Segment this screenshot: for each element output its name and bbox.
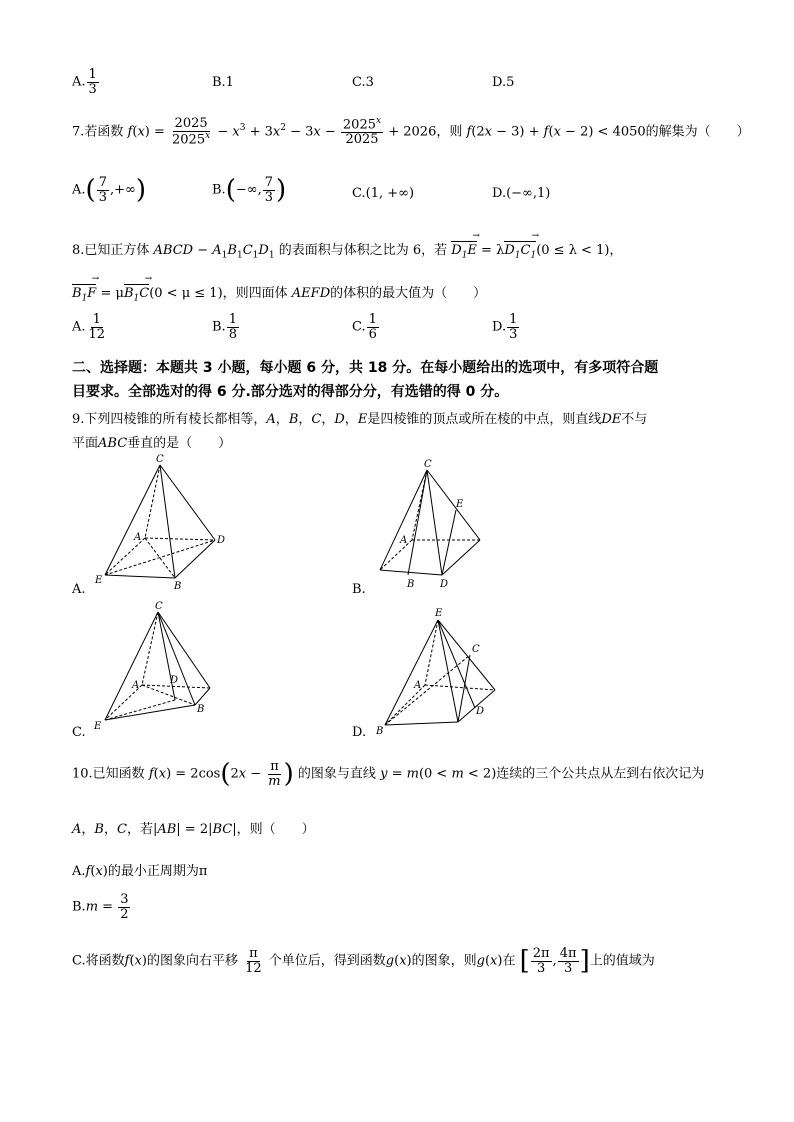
q9-figure-a xyxy=(90,450,230,590)
q6-option-d: D.5 xyxy=(492,75,515,90)
q9-label-a: A. xyxy=(72,582,86,597)
q7-option-b: B.(−∞, $\frac{7}{3}$ ) xyxy=(212,175,287,206)
q10-stem-line1: 10.已知函数 f(x) = 2cos(2x − $\frac{\pi}{m}$ ) 的图象与直线 y = m(0 < m < 2)连续的三个公共点从左到右依次记为 xyxy=(72,759,705,790)
fig-b-label-c: C xyxy=(424,459,432,470)
q8-stem-line1: 8.已知正方体 ABCD − $A_1B_1C_1D_1$ 的表面积与体积之比为 6，若 $D_1E$ → = $\lambda D_1C_1 \to(0 \le \lambda < 1)$， xyxy=(72,239,622,261)
q9-figure-d xyxy=(370,600,510,740)
fig-d-label-d: D xyxy=(476,706,485,717)
section2-heading-line2: 目要求。全部选对的得 6 分.部分选对的得部分分，有选错的得 0 分。 xyxy=(72,384,509,400)
fig-b-label-b: B xyxy=(407,579,415,590)
q9-figure-b xyxy=(370,455,510,595)
q7-stem: 7.若函数 f(x) = $\frac{2025}{2025^x}$ − $x^3 + 3x^2 - 3x$ − $\frac{2025^x}{2025}$ + 2026，则 f(2x − 3) + f(x − 2) < 4050的解集为（ ） xyxy=(72,116,750,147)
q8-option-d: D. $\frac{1}{3}$ xyxy=(492,312,518,342)
fig-c-label-a: A xyxy=(132,680,140,691)
q6-option-b: B.1 xyxy=(212,75,234,90)
q7-option-d: D.(−∞,1) xyxy=(492,186,551,201)
fig-c-label-e: E xyxy=(94,721,102,732)
fig-c-label-c: C xyxy=(155,601,163,612)
fig-d-label-a: A xyxy=(414,680,422,691)
q9-figure-c xyxy=(90,600,230,740)
q10-option-b: B.m = $\frac{3}{2}$ xyxy=(72,892,129,922)
q6-option-c: C.3 xyxy=(352,75,374,90)
section2-heading-line1: 二、选择题：本题共 3 小题，每小题 6 分，共 18 分。在每小题给出的选项中，有多项符合题 xyxy=(72,360,659,376)
q10-option-c: C.将函数f(x)的图象向右平移 $\frac{\pi}{12}$ 个单位后，得到函数g(x)的图象，则g(x)在 [ $\frac{2\pi}{3}$ , $\frac{4\pi}{3}$ ]上的值域为 xyxy=(72,946,655,977)
q8-option-a: A. $\frac{1}{12}$ xyxy=(72,312,106,342)
fig-b-label-d: D xyxy=(440,579,449,590)
fig-b-label-e: E xyxy=(456,499,464,510)
fig-a-label-a: A xyxy=(134,532,142,543)
q10-stem-line2: A，B，C，若|AB| = 2|BC|，则（ ） xyxy=(72,822,315,837)
fig-d-label-b: B xyxy=(376,726,384,737)
fig-c-label-b: B xyxy=(197,704,205,715)
fig-d-label-c: C xyxy=(472,644,480,655)
fig-b-label-a: A xyxy=(400,535,408,546)
fig-a-label-d: D xyxy=(217,535,226,546)
q8-stem-line2: $B_1F$ → = $\mu B_1C \to(0 < \mu \le 1)$，则四面体 AEFD的体积的最大值为（ ） xyxy=(72,282,486,304)
q9-label-b: B. xyxy=(352,582,366,597)
q9-stem-line2: 平面ABC垂直的是（ ） xyxy=(72,436,232,451)
q7-option-c: C.(1, +∞) xyxy=(352,186,415,201)
fig-a-label-b: B xyxy=(174,581,182,590)
q10-option-a: A.f(x)的最小正周期为π xyxy=(72,864,208,879)
q9-stem-line1: 9.下列四棱锥的所有棱长都相等，A，B，C，D，E是四棱锥的顶点或所在棱的中点，则直线DE不与 xyxy=(72,412,648,427)
fig-d-label-e: E xyxy=(435,608,443,619)
fig-a-label-e: E xyxy=(95,575,103,586)
q6-option-a: A. $\frac{1}{3}$ xyxy=(72,67,97,97)
q7-option-a: A.( $\frac{7}{3}$ ,+∞) xyxy=(72,175,146,206)
q9-label-d: D. xyxy=(352,725,367,740)
fig-c-label-d: D xyxy=(170,675,179,686)
q8-option-c: C. $\frac{1}{6}$ xyxy=(352,312,377,342)
q9-label-c: C. xyxy=(72,725,86,740)
fig-a-label-c: C xyxy=(156,454,164,465)
q8-option-b: B. $\frac{1}{8}$ xyxy=(212,312,237,342)
